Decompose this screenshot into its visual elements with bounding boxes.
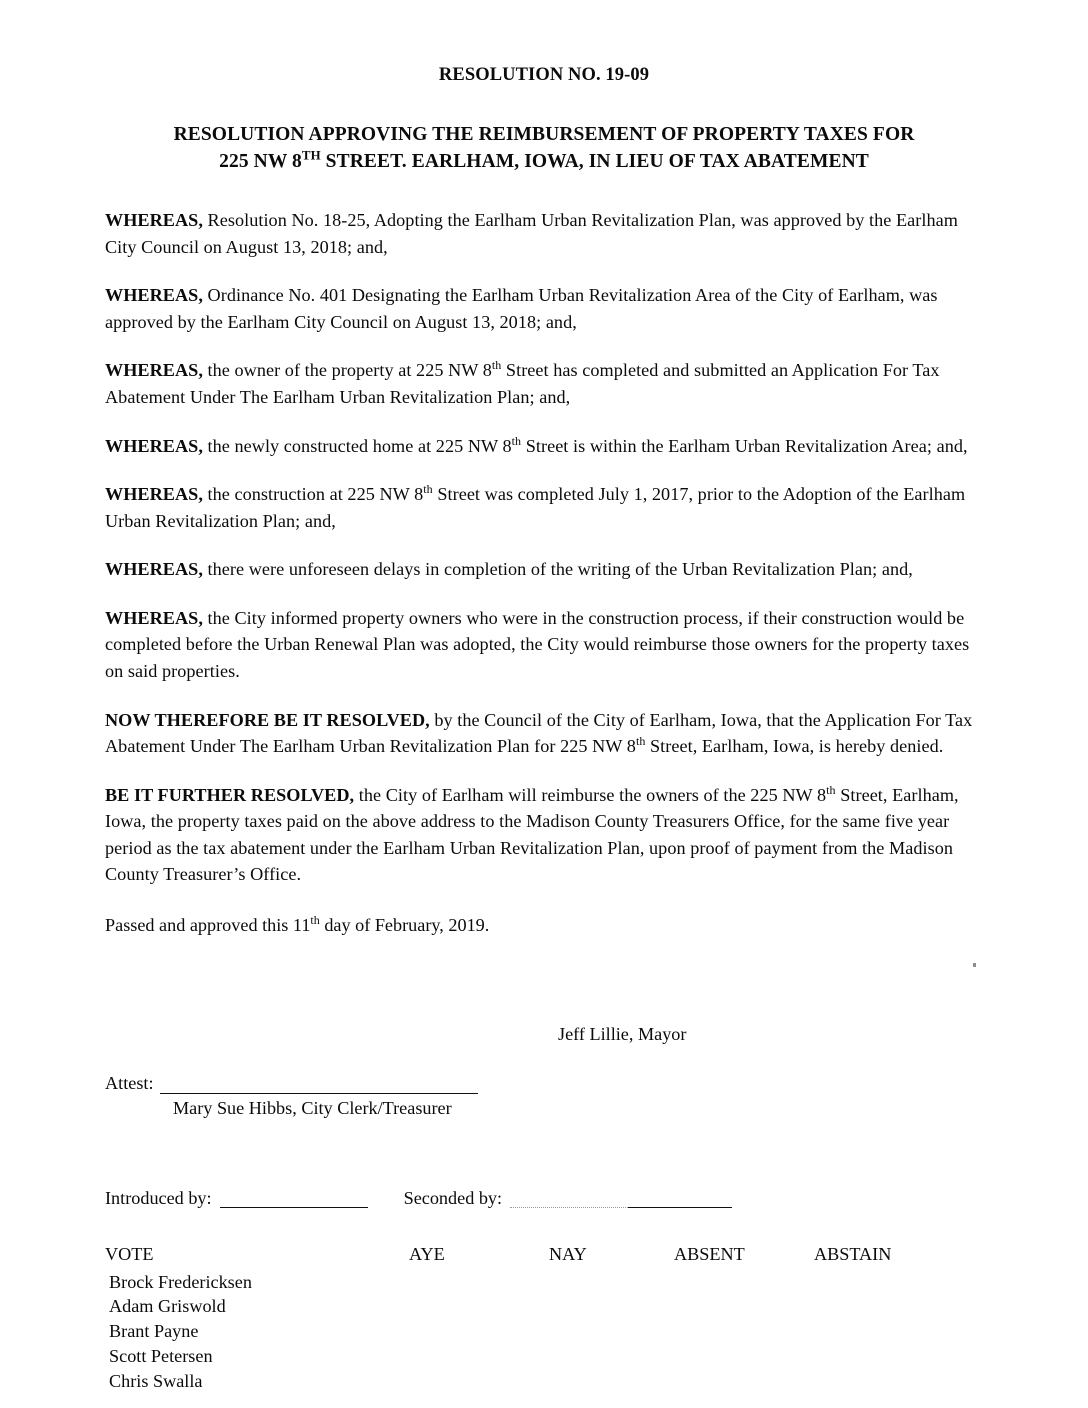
vote-column-header-absent: ABSENT	[674, 1243, 745, 1264]
vote-column-header-name: VOTE	[105, 1243, 154, 1264]
ordinal-suffix: th	[310, 912, 320, 927]
vote-table	[105, 1242, 983, 1394]
vote-cell-aye[interactable]	[409, 1294, 549, 1319]
vote-cell-absent[interactable]	[674, 1294, 814, 1319]
clause-lead: WHEREAS,	[105, 360, 203, 381]
seconded-by-line[interactable]	[510, 1206, 732, 1208]
table-row	[105, 1369, 983, 1394]
seconded-by-field	[404, 1189, 733, 1208]
vote-cell-absent[interactable]	[674, 1369, 814, 1394]
signature-block	[105, 1024, 983, 1118]
attest-label: Attest:	[105, 1073, 154, 1094]
attest-row	[105, 1074, 983, 1093]
ordinal-suffix: th	[491, 358, 502, 373]
introduced-by-label: Introduced by:	[105, 1187, 212, 1208]
clause-paragraph	[105, 605, 983, 685]
vote-cell-abstain[interactable]	[814, 1270, 983, 1295]
attest-signature-line[interactable]	[160, 1092, 478, 1094]
vote-column-header-aye: AYE	[409, 1243, 445, 1264]
clause-text-after: Street has completed and submitted an Application For Tax Abatement Under The Earlham Urban Revitalization Plan; and,	[105, 360, 940, 408]
ordinal-suffix: th	[423, 482, 433, 497]
table-row	[105, 1319, 983, 1344]
vote-column-header-nay: NAY	[549, 1243, 587, 1264]
clause-text-before: the newly constructed home at 225 NW 8	[202, 435, 512, 456]
clause-lead: WHEREAS,	[105, 435, 203, 456]
passed-and-approved-line	[105, 912, 983, 939]
vote-cell-abstain[interactable]	[814, 1319, 983, 1344]
subtitle-line-2-suffix: STREET. EARLHAM, IOWA, IN LIEU OF TAX ABATEMENT	[320, 150, 869, 172]
passed-suffix: day of February, 2019.	[319, 914, 490, 935]
vote-cell-absent[interactable]	[674, 1319, 814, 1344]
passed-prefix: Passed and approved this 11	[105, 914, 311, 935]
subtitle-line-1: RESOLUTION APPROVING THE REIMBURSEMENT OF PROPERTY TAXES FOR	[173, 124, 915, 146]
document-subtitle	[105, 122, 983, 175]
mayor-signature-name: Jeff Lillie, Mayor	[558, 1024, 687, 1045]
further-resolved-text-before: the City of Earlham will reimburse the owners of the 225 NW 8	[354, 784, 827, 805]
clause-text: Resolution No. 18-25, Adopting the Earlham Urban Revitalization Plan, was approved by the Earlham City Council on August 13, 2018; and,	[105, 210, 958, 257]
clause-lead: WHEREAS,	[105, 607, 203, 628]
vote-member-name: Brant Payne	[109, 1321, 199, 1342]
clause-lead: WHEREAS,	[105, 559, 203, 580]
clause-paragraph	[105, 481, 983, 534]
resolved-text-after: Street, Earlham, Iowa, is hereby denied.	[645, 736, 944, 757]
page-title: RESOLUTION NO. 19-09	[438, 65, 650, 85]
vote-cell-abstain[interactable]	[814, 1294, 983, 1319]
further-resolved-paragraph	[105, 782, 983, 888]
clause-text: there were unforeseen delays in completion of the writing of the Urban Revitalization Plan; and,	[202, 559, 913, 580]
vote-table-body	[105, 1270, 983, 1394]
clause-text: Ordinance No. 401 Designating the Earlham Urban Revitalization Area of the City of Earlham, was approved by the Earlham City Council on August 13, 2018; and,	[105, 285, 938, 332]
clause-paragraph	[105, 433, 983, 460]
vote-member-name: Chris Swalla	[109, 1370, 203, 1391]
vote-cell-nay[interactable]	[549, 1344, 674, 1369]
introduced-by-line[interactable]	[220, 1206, 368, 1208]
document-content	[105, 0, 983, 1393]
vote-cell-aye[interactable]	[409, 1270, 549, 1295]
seconded-by-label: Seconded by:	[403, 1187, 503, 1208]
vote-cell-abstain[interactable]	[814, 1344, 983, 1369]
clause-lead: WHEREAS,	[105, 484, 203, 505]
clause-paragraph	[105, 282, 983, 335]
subtitle-line-2	[105, 149, 983, 176]
title-block	[105, 0, 983, 175]
table-row	[105, 1294, 983, 1319]
vote-cell-nay[interactable]	[549, 1294, 674, 1319]
table-row	[105, 1344, 983, 1369]
vote-cell-abstain[interactable]	[814, 1369, 983, 1394]
vote-cell-aye[interactable]	[409, 1319, 549, 1344]
resolved-paragraph	[105, 707, 983, 760]
vote-member-name: Brock Fredericksen	[109, 1271, 252, 1292]
vote-cell-nay[interactable]	[549, 1319, 674, 1344]
further-resolved-text-after: Street, Earlham, Iowa, the property taxes paid on the above address to the Madison County Treasurers Office, for the same five year period as the tax abatement under the Earlham Urban Revitalization Plan, upon proof of payment from the Madison County Treasurer’s Office.	[105, 784, 959, 885]
vote-cell-absent[interactable]	[674, 1344, 814, 1369]
clauses-block	[105, 207, 983, 938]
vote-cell-nay[interactable]	[549, 1270, 674, 1295]
clause-lead: WHEREAS,	[105, 210, 203, 231]
vote-member-name: Adam Griswold	[109, 1296, 226, 1317]
clause-paragraph	[105, 556, 983, 583]
ordinal-suffix: th	[635, 734, 646, 749]
resolved-text-before: by the Council of the City of Earlham, Iowa, that the Application For Tax Abatement Under The Earlham Urban Revitalization Plan for 225 NW 8	[105, 709, 973, 757]
vote-header-row	[105, 1242, 983, 1270]
subtitle-ordinal-suffix: TH	[301, 148, 321, 163]
clerk-signature-name: Mary Sue Hibbs, City Clerk/Treasurer	[173, 1097, 452, 1118]
vote-cell-aye[interactable]	[409, 1344, 549, 1369]
vote-cell-aye[interactable]	[409, 1369, 549, 1394]
clause-text-before: the owner of the property at 225 NW 8	[202, 360, 492, 381]
clause-text-after: Street is within the Earlham Urban Revitalization Area; and,	[521, 435, 968, 456]
motion-row	[105, 1189, 983, 1208]
vote-column-header-abstain: ABSTAIN	[814, 1243, 892, 1264]
vote-cell-nay[interactable]	[549, 1369, 674, 1394]
introduced-by-field	[105, 1189, 368, 1208]
clause-paragraph	[105, 207, 983, 260]
vote-cell-absent[interactable]	[674, 1270, 814, 1295]
vote-block	[105, 1189, 983, 1394]
further-resolved-lead: BE IT FURTHER RESOLVED,	[105, 784, 355, 805]
resolved-lead: NOW THEREFORE BE IT RESOLVED,	[105, 709, 430, 730]
vote-member-name: Scott Petersen	[109, 1345, 213, 1366]
ordinal-suffix: th	[511, 433, 522, 448]
clause-text-before: the construction at 225 NW 8	[202, 484, 424, 505]
clause-lead: WHEREAS,	[105, 285, 203, 306]
scan-artifact-speck	[973, 963, 976, 967]
table-row	[105, 1270, 983, 1295]
clause-text-after: Street was completed July 1, 2017, prior to the Adoption of the Earlham Urban Revitalization Plan; and,	[105, 484, 966, 531]
clause-text: the City informed property owners who were in the construction process, if their construction would be completed before the Urban Renewal Plan was adopted, the City would reimburse those owners for the property taxes on said properties.	[105, 607, 970, 681]
ordinal-suffix: th	[826, 782, 836, 797]
subtitle-line-2-prefix: 225 NW 8	[219, 150, 302, 172]
clause-paragraph	[105, 357, 983, 410]
vote-table-header	[105, 1242, 983, 1270]
